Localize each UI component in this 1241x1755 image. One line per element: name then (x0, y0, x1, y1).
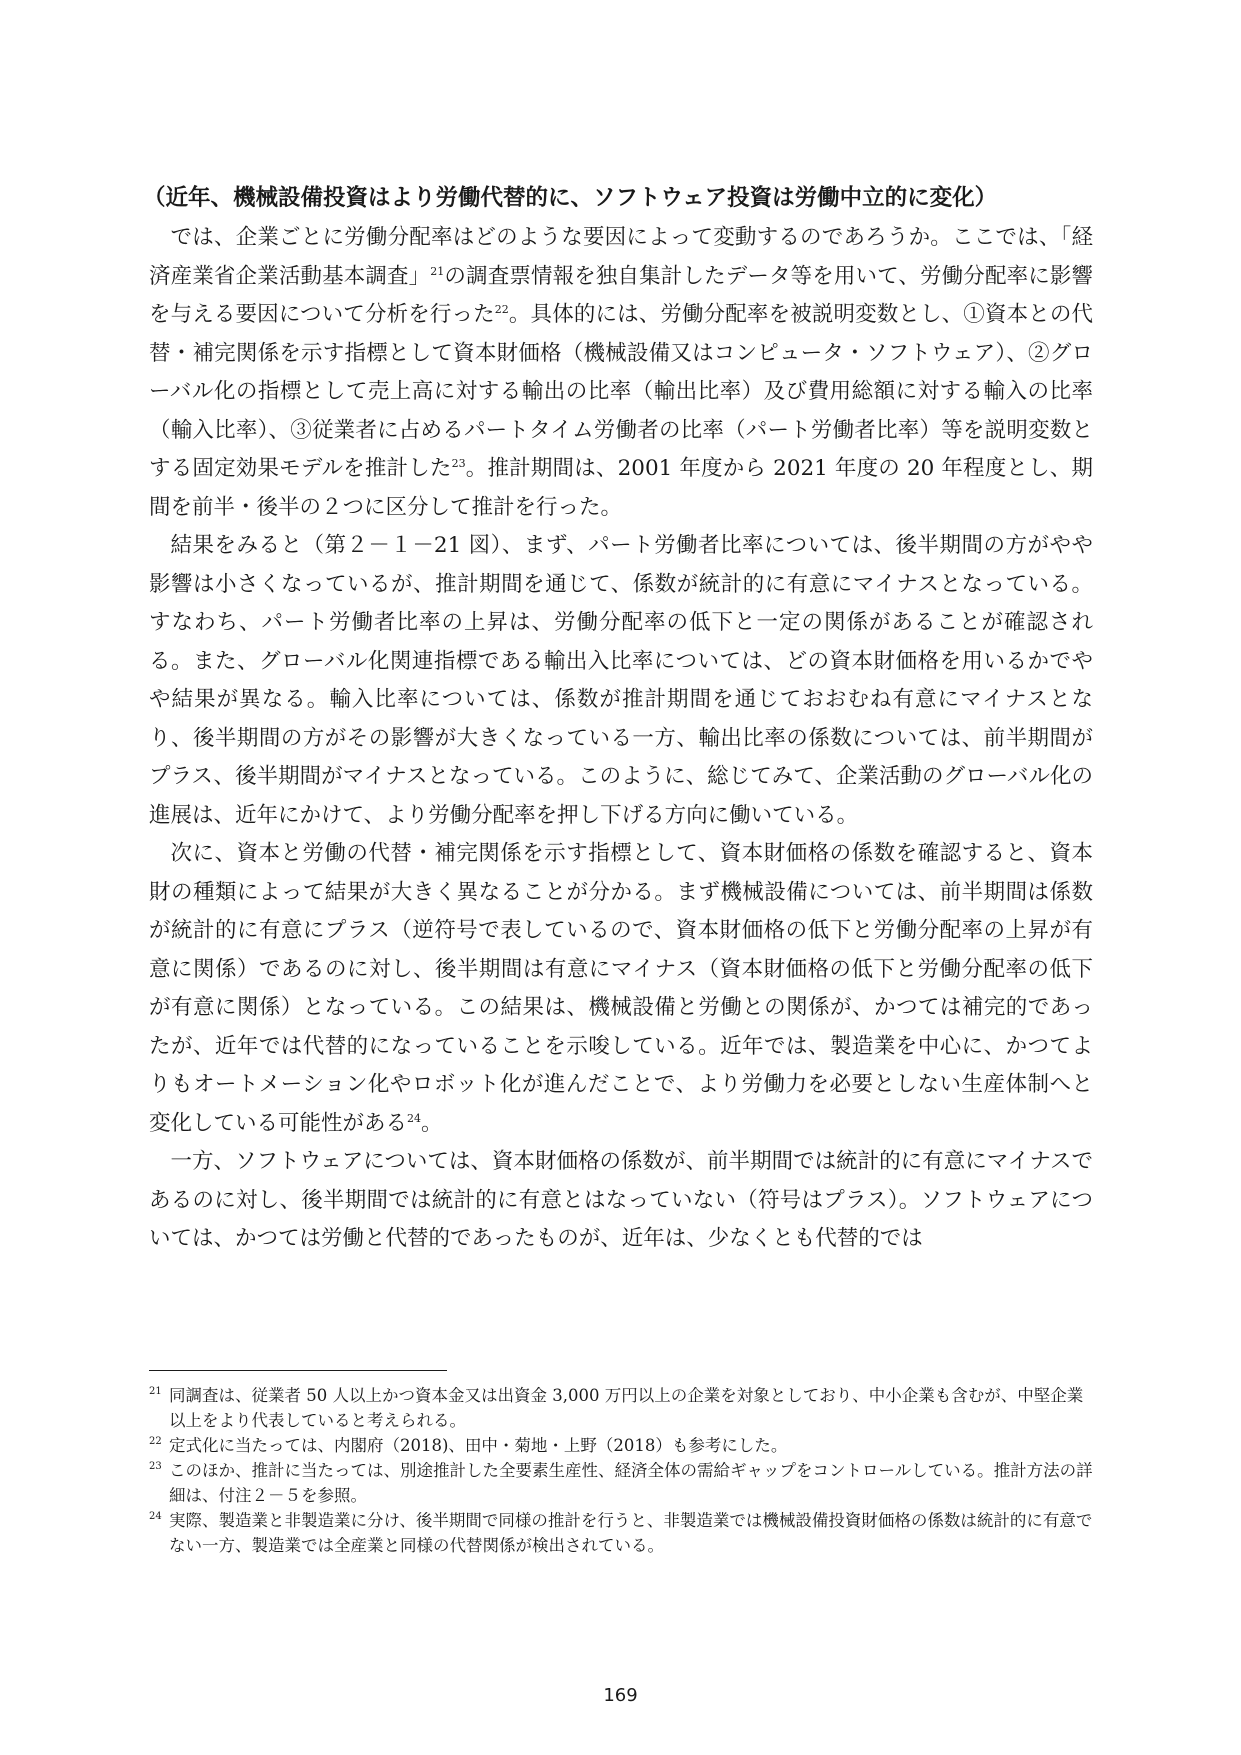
paragraph (149, 527, 1093, 835)
footnote (149, 1383, 1093, 1433)
footnote (149, 1433, 1093, 1458)
footnote (149, 1458, 1093, 1508)
text-run: では、企業ごとに労働分配率はどのような要因によって変動するのであろうか。ここでは、「経済産業省企業活動基本調査」 (149, 225, 1093, 289)
text-run: 。推計期間は、2001 年度から 2021 年度の 20 年程度とし、期間を前半・後半の２つに区分して推計を行った。 (149, 456, 1093, 520)
paragraph (149, 835, 1093, 1143)
footnote-number: 23 (149, 1461, 162, 1472)
text-run: 。 (421, 1110, 443, 1136)
footnote-number: 24 (149, 1511, 162, 1522)
text-run: 結果をみると（第２－１－21 図）、まず、パート労働者比率については、後半期間の方がやや影響は小さくなっているが、推計期間を通じて、係数が統計的に有意にマイナスとなっている。すなわち、パート労働者比率の上昇は、労働分配率の低下と一定の関係があることが確認される。また、グローバル化関連指標である輸出入比率については、どの資本財価格を用いるかでやや結果が異なる。輸入比率については、係数が推計期間を通じておおむね有意にマイナスとなり、後半期間の方がその影響が大きくなっている一方、輸出比率の係数については、前半期間がプラス、後半期間がマイナスとなっている。このように、総じてみて、企業活動のグローバル化の進展は、近年にかけて、より労働分配率を押し下げる方向に働いている。 (149, 533, 1093, 828)
footnote-ref: 21 (430, 264, 445, 278)
footnote-text: 同調査は、従業者 50 人以上かつ資本金又は出資金 3,000 万円以上の企業を対象としており、中小企業も含むが、中堅企業以上をより代表していると考えられる。 (169, 1386, 1084, 1430)
section-heading: （近年、機械設備投資はより労働代替的に、ソフトウェア投資は労働中立的に変化） (143, 185, 998, 211)
footnote-text: 実際、製造業と非製造業に分け、後半期間で同様の推計を行うと、非製造業では機械設備投資財価格の係数は統計的に有意でない一方、製造業では全産業と同様の代替関係が検出されている。 (169, 1511, 1093, 1555)
body-text (149, 219, 1093, 1259)
footnote-ref: 22 (494, 302, 509, 316)
text-run: 次に、資本と労働の代替・補完関係を示す指標として、資本財価格の係数を確認すると、資本財の種類によって結果が大きく異なることが分かる。まず機械設備については、前半期間は係数が統計的に有意にプラス（逆符号で表しているので、資本財価格の低下と労働分配率の上昇が有意に関係）であるのに対し、後半期間は有意にマイナス（資本財価格の低下と労働分配率の低下が有意に関係）となっている。この結果は、機械設備と労働との関係が、かつては補完的であったが、近年では代替的になっていることを示唆している。近年では、製造業を中心に、かつてよりもオートメーション化やロボット化が進んだことで、より労働力を必要としない生産体制へと変化している可能性がある (149, 841, 1093, 1136)
footnote-text: 定式化に当たっては、内閣府（2018)、田中・菊地・上野（2018）も参考にした。 (169, 1436, 788, 1455)
footnotes (149, 1383, 1093, 1558)
text-run: の調査票情報を独自集計したデータ等を用いて、労働分配率に影響を与える要因について分析を行った (149, 263, 1093, 327)
paragraph (149, 1143, 1093, 1259)
footnote-ref: 24 (407, 1111, 422, 1125)
text-run: 。具体的には、労働分配率を被説明変数とし、①資本との代替・補完関係を示す指標として資本財価格（機械設備又はコンピュータ・ソフトウェア）、②グローバル化の指標として売上高に対する輸出の比率（輸出比率）及び費用総額に対する輸入の比率（輸入比率）、③従業者に占めるパートタイム労働者の比率（パート労働者比率）等を説明変数とする固定効果モデルを推計した (149, 302, 1093, 481)
text-run: 一方、ソフトウェアについては、資本財価格の係数が、前半期間では統計的に有意にマイナスであるのに対し、後半期間では統計的に有意とはなっていない（符号はプラス）。ソフトウェアについては、かつては労働と代替的であったものが、近年は、少なくとも代替的では (149, 1149, 1093, 1251)
footnote-number: 22 (149, 1436, 162, 1447)
paragraph (149, 219, 1093, 527)
footnote-number: 21 (149, 1386, 162, 1397)
footnote-divider (149, 1370, 447, 1371)
footnote (149, 1508, 1093, 1558)
page-number: 169 (603, 1685, 638, 1706)
footnote-ref: 23 (451, 456, 466, 470)
footnote-text: このほか、推計に当たっては、別途推計した全要素生産性、経済全体の需給ギャップをコントロールしている。推計方法の詳細は、付注２－５を参照。 (169, 1461, 1093, 1505)
